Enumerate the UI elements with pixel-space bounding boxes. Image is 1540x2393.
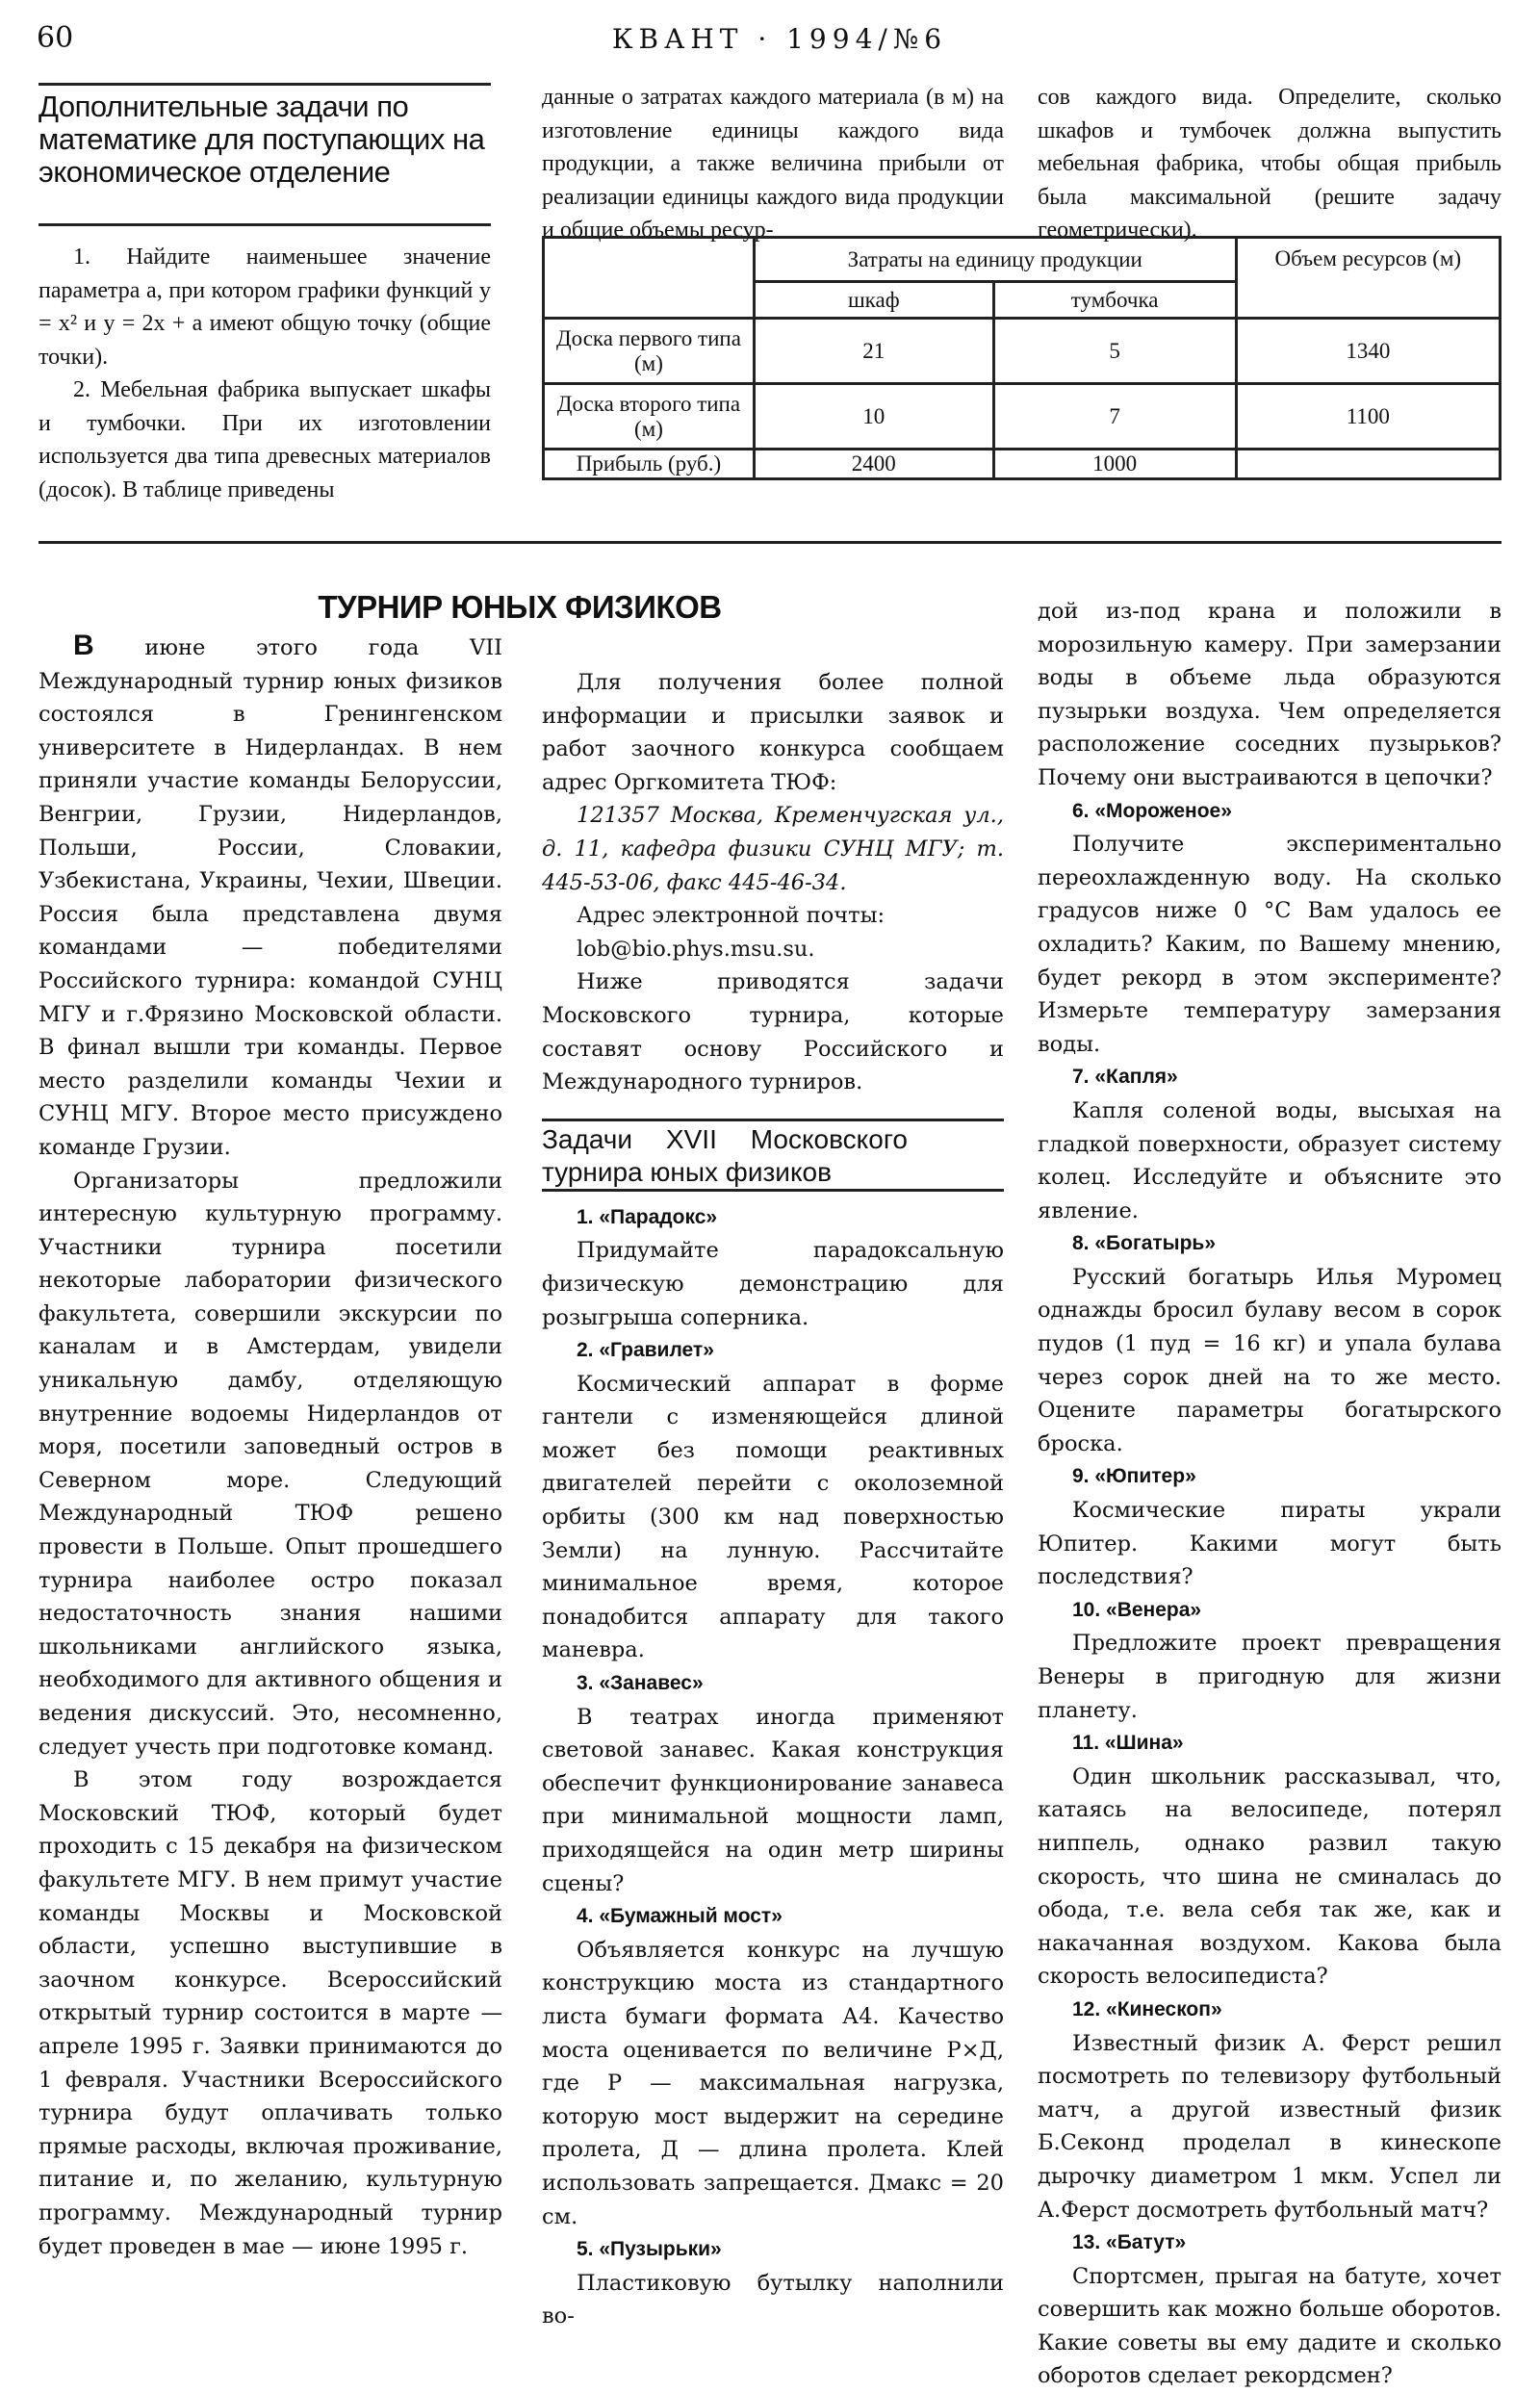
problem-text: Капля соленой воды, высыхая на гладкой поверхности, образует систему колец. Исследуйте и объясните это явление. (1038, 1097, 1502, 1223)
running-head: КВАНТ · 1994/№6 (611, 23, 948, 55)
problem-title: 7. «Капля» (1072, 1066, 1178, 1089)
problem-text: Получите экспериментально переохлажденную воду. На сколько градусов ниже 0 °С Вам удалось ее охладить? Каким, по Вашему мнению, будет рекорд в этом эксперименте? Измерьте температуру замерзания воды. (1038, 832, 1502, 1057)
article-column-3 (1038, 595, 1502, 2393)
row-label: Прибыль (руб.) (544, 450, 755, 479)
table-row (544, 450, 1501, 479)
email-address: lob@bio.phys.msu.su. (577, 936, 815, 962)
problems-heading-box (542, 1119, 1004, 1192)
problem-title: 8. «Богатырь» (1072, 1232, 1217, 1255)
drop-cap: В (73, 630, 94, 661)
cell-nightstand: 1000 (993, 450, 1236, 479)
section-divider (38, 541, 1502, 544)
table-row (544, 384, 1501, 450)
article-column-1 (38, 630, 502, 2263)
math-column-2 (542, 81, 1004, 247)
table-header-costs: Затраты на единицу продукции (754, 238, 1236, 282)
article-column-2 (542, 666, 1004, 2333)
problem-text: Космические пираты украли Юпитер. Какими могут быть последствия? (1038, 1498, 1502, 1590)
problem-5-continued: дой из-под крана и положили в морозильную камеру. При замерзании воды в объеме льда образуются пузырьки воздуха. Чем определяется расположение соседних пузырьков? Почему они выстраиваются в цепочки? (1038, 599, 1502, 790)
problem-text: Придумайте парадоксальную физическую демонстрацию для розыгрыша соперника. (542, 1238, 1004, 1330)
math-problem-1: 1. Найдите наименьшее значение параметра a, при котором графики функций y = x² и y = 2x + a имеют общую точку (общие точки). (38, 244, 491, 370)
paragraph: В этом году возрождается Московский ТЮФ, который будет проходить с 15 декабря на физическом факультете МГУ. В нем примут участие команды Москвы и Московской области, успешно выступившие в заочном конкурсе. Всероссийский открытый турнир состоится в марте — апреле 1995 г. Заявки принимаются до 1 февраля. Участники Всероссийского турнира будут оплачивать только прямые расходы, включая проживание, питание и, по желанию, культурную программу. Международный турнир будет проведен в мае — июне 1995 г. (38, 1767, 502, 2259)
problem-title: 12. «Кинескоп» (1072, 1997, 1222, 2020)
page-number: 60 (37, 21, 74, 55)
table-header-resources: Объем ресурсов (м) (1236, 238, 1500, 319)
paragraph: июне этого года VII Международный турнир юных физиков состоялся в Гренингенском университете в Нидерландах. В нем приняли участие команды Белоруссии, Венгрии, Грузии, Нидерландов, Польши, России, Словакии, Узбекистана, Украины, Чехии, Швеции. Россия была представлена двумя командами — победителями Российского турнира: командой СУНЦ МГУ и г.Фрязино Московской области. В финал вышли три команды. Первое место разделили команды Чехии и СУНЦ МГУ. Второе место присуждено команде Грузии. (38, 635, 502, 1160)
problem-text: Известный физик А. Ферст решил посмотреть по телевизору футбольный матч, а другой известный физик Б.Секонд проделал в кинескопе дырочку диаметром 1 мкм. Успел ли А.Ферст досмотреть футбольный матч? (1038, 2030, 1502, 2223)
problem-text: Один школьник рассказывал, что, катаясь на велосипеде, потерял ниппель, однако развил такую скорость, что шина не сминалась до обода, т.е. вела себя так же, как и накачанная воздухом. Какова была скорость велосипедиста? (1038, 1763, 1502, 1990)
problem-title: 1. «Парадокс» (577, 1205, 718, 1228)
problem-title: 9. «Юпитер» (1072, 1465, 1196, 1488)
cell-nightstand: 5 (993, 319, 1236, 384)
problem-text: Пластиковую бутылку наполнили во- (542, 2270, 1004, 2329)
problem-text: Русский богатырь Илья Муромец однажды бросил булаву весом в сорок пудов (1 пуд = 16 кг) и упала булава через сорок дней на то же место. Оцените параметры богатырского броска. (1038, 1264, 1502, 1456)
address: 121357 Москва, Кременчугская ул., д. 11, кафедра физики СУНЦ МГУ; т. 445-53-06, факс 445-46-34. (542, 803, 1004, 895)
cell-resources (1236, 450, 1500, 479)
divider (38, 83, 491, 86)
section-title: Дополнительные задачи по математике для поступающих на экономическое отделение (38, 90, 485, 189)
paragraph: Ниже приводятся задачи Московского турнира, которые составят основу Российского и Международного турниров. (542, 969, 1004, 1095)
problem-text: Предложите проект превращения Венеры в пригодную для жизни планету. (1038, 1631, 1502, 1723)
problem-text: В театрах иногда применяют световой занавес. Какая конструкция обеспечит функционирование занавеса при минимальной мощности ламп, приходящейся на один метр ширины сцены? (542, 1704, 1004, 1896)
table-corner (544, 238, 755, 319)
cell-nightstand: 7 (993, 384, 1236, 450)
table-row (544, 319, 1501, 384)
problem-title: 4. «Бумажный мост» (577, 1905, 783, 1928)
problem-list (542, 1201, 1004, 2333)
math-problem-2-end: сов каждого вида. Определите, сколько шкафов и тумбочек должна выпустить мебельная фабрика, чтобы общая прибыль была максимальной (решите задачу геометрически). (1038, 85, 1502, 243)
cell-resources: 1340 (1236, 319, 1500, 384)
problem-text: Объявляется конкурс на лучшую конструкцию моста из стандартного листа бумаги формата А4. Качество моста оценивается по величине Р×Д, где Р — максимальная нагрузка, которую мост выдержит на середине пролета, Д — длина пролета. Клей использовать запрещается. Дмакс = 20 см. (542, 1937, 1004, 2229)
problem-title: 6. «Мороженое» (1072, 799, 1232, 822)
problem-title: 10. «Венера» (1072, 1598, 1202, 1621)
problem-title: 2. «Гравилет» (577, 1339, 714, 1362)
problems-title: Задачи XVII Московского турнира юных физиков (542, 1123, 908, 1187)
problem-title: 13. «Батут» (1072, 2231, 1187, 2254)
cell-wardrobe: 21 (754, 319, 993, 384)
cell-resources: 1100 (1236, 384, 1500, 450)
cell-wardrobe: 2400 (754, 450, 993, 479)
problem-title: 11. «Шина» (1072, 1732, 1184, 1755)
problem-text: Спортсмен, прыгая на батуте, хочет совершить как можно больше оборотов. Какие советы вы ему дадите и сколько оборотов сделает рекордсмен? (1038, 2263, 1502, 2389)
paragraph: Для получения более полной информации и присылки заявок и работ заочного конкурса сообщаем адрес Оргкомитета ТЮФ: (542, 670, 1004, 795)
resources-table (542, 236, 1502, 480)
article-title: ТУРНИР ЮНЫХ ФИЗИКОВ (318, 589, 722, 625)
math-column-1 (38, 241, 491, 506)
problem-title: 3. «Занавес» (577, 1672, 704, 1695)
cell-wardrobe: 10 (754, 384, 993, 450)
problem-text: Космический аппарат в форме гантели с изменяющейся длиной может без помощи реактивных двигателей перейти с околоземной орбиты (300 км над поверхностью Земли) на лунную. Рассчитайте минимальное время, которое понадобится аппарату для такого маневра. (542, 1371, 1004, 1663)
math-problem-2-continued: данные о затратах каждого материала (в м) на изготовление единицы каждого вида продукции, а также величина прибыли от реализации единицы каждого вида продукции и общие объемы ресур- (542, 85, 1004, 243)
divider (38, 223, 491, 226)
email-label: Адрес электронной почты: (577, 903, 886, 929)
problem-title: 5. «Пузырьки» (577, 2238, 722, 2261)
math-problem-2: 2. Мебельная фабрика выпускает шкафы и тумбочки. При их изготовлении используется два типа древесных материалов (досок). В таблице приведены (38, 377, 491, 502)
table-header-wardrobe: шкаф (754, 282, 993, 319)
paragraph: Организаторы предложили интересную культурную программу. Участники турнира посетили некоторые лаборатории физического факультета, совершили экскурсии по каналам и в Амстердам, увидели уникальную дамбу, отделяющую внутренние водоемы Нидерландов от моря, посетили заповедный остров в Северном море. Следующий Международный ТЮФ решено провести в Польше. Опыт прошедшего турнира наиболее остро показал недостаточность знания нашими школьниками английского языка, необходимого для активного общения и ведения дискуссий. Это, несомненно, следует учесть при подготовке команд. (38, 1168, 502, 1760)
problem-list (1038, 795, 1502, 2393)
row-label: Доска первого типа (м) (544, 319, 755, 384)
math-column-3 (1038, 81, 1502, 247)
row-label: Доска второго типа (м) (544, 384, 755, 450)
table-header-nightstand: тумбочка (993, 282, 1236, 319)
